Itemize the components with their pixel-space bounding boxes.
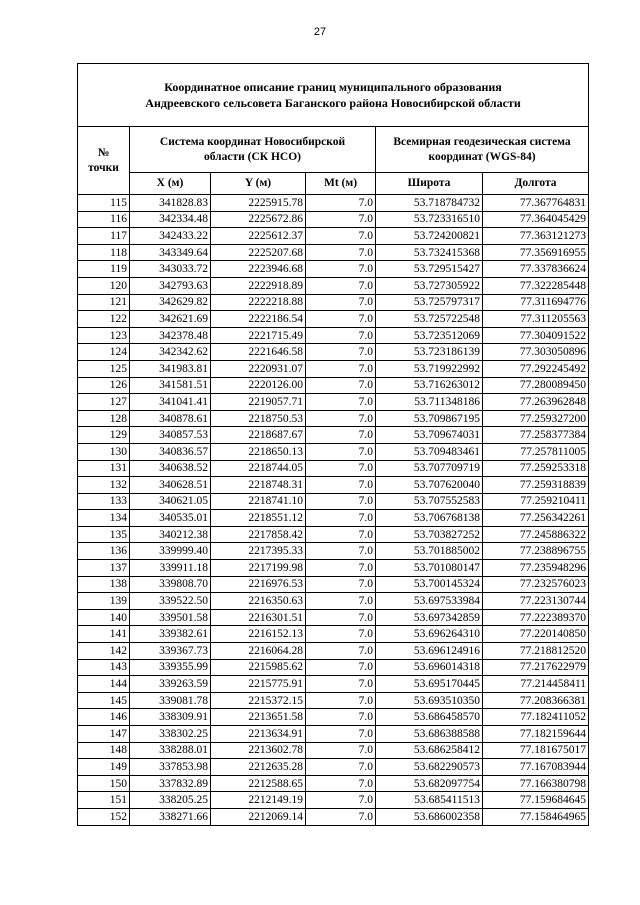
x-cell: 343349.64 [130,244,211,261]
y-cell: 2218741.10 [211,493,306,510]
point-number-header [78,127,130,195]
x-cell: 340857.53 [130,427,211,444]
latitude-cell: 53.711348186 [376,394,483,411]
x-cell: 339522.50 [130,593,211,610]
point-number-cell: 126 [78,377,130,394]
latitude-cell: 53.723316510 [376,211,483,228]
longitude-cell: 77.337836624 [483,261,589,278]
longitude-cell: 77.220140850 [483,626,589,643]
y-cell: 2225672.86 [211,211,306,228]
latitude-cell: 53.686258412 [376,742,483,759]
coordinates-table [77,63,589,826]
mt-cell: 7.0 [306,410,376,427]
point-number-cell: 133 [78,493,130,510]
y-cell: 2217858.42 [211,526,306,543]
x-cell: 338302.25 [130,726,211,743]
table-row [78,443,589,460]
table-row [78,311,589,328]
longitude-cell: 77.223130744 [483,593,589,610]
x-cell: 338288.01 [130,742,211,759]
mt-cell: 7.0 [306,609,376,626]
latitude-cell: 53.707620040 [376,477,483,494]
point-number-cell: 135 [78,526,130,543]
x-cell: 339081.78 [130,692,211,709]
x-column-header: X (м) [130,173,211,195]
mt-cell: 7.0 [306,526,376,543]
mt-column-header: Mt (м) [306,173,376,195]
table-row [78,394,589,411]
latitude-cell: 53.716263012 [376,377,483,394]
longitude-cell: 77.232576023 [483,576,589,593]
x-cell: 340621.05 [130,493,211,510]
table-row [78,742,589,759]
x-cell: 340836.57 [130,443,211,460]
x-cell: 339501.58 [130,609,211,626]
x-cell: 337853.98 [130,759,211,776]
point-number-cell: 145 [78,692,130,709]
latitude-cell: 53.723512069 [376,327,483,344]
table-row [78,327,589,344]
table-row [78,261,589,278]
point-number-cell: 115 [78,195,130,212]
latitude-cell: 53.696264310 [376,626,483,643]
y-cell: 2216152.13 [211,626,306,643]
table-row [78,493,589,510]
y-cell: 2222186.54 [211,311,306,328]
table-row [78,360,589,377]
y-cell: 2218650.13 [211,443,306,460]
y-cell: 2221646.58 [211,344,306,361]
point-number-cell: 138 [78,576,130,593]
latitude-cell: 53.701885002 [376,543,483,560]
x-cell: 340212.38 [130,526,211,543]
latitude-cell: 53.682097754 [376,775,483,792]
mt-cell: 7.0 [306,228,376,245]
mt-cell: 7.0 [306,676,376,693]
longitude-cell: 77.280089450 [483,377,589,394]
longitude-cell: 77.367764831 [483,195,589,212]
x-cell: 340628.51 [130,477,211,494]
title-line-1: Координатное описание границ муниципального образования [164,80,502,94]
point-number-cell: 150 [78,775,130,792]
latitude-cell: 53.706768138 [376,510,483,527]
longitude-cell: 77.256342261 [483,510,589,527]
table-row [78,659,589,676]
y-cell: 2225207.68 [211,244,306,261]
latitude-cell: 53.686388588 [376,726,483,743]
y-cell: 2217199.98 [211,560,306,577]
mt-cell: 7.0 [306,460,376,477]
longitude-cell: 77.217622979 [483,659,589,676]
point-number-header-line1: № [97,146,110,159]
mt-cell: 7.0 [306,593,376,610]
latitude-column-header: Широта [376,173,483,195]
point-number-cell: 142 [78,643,130,660]
latitude-cell: 53.701080147 [376,560,483,577]
table-row [78,759,589,776]
x-cell: 339808.70 [130,576,211,593]
latitude-cell: 53.707709719 [376,460,483,477]
x-cell: 340878.61 [130,410,211,427]
table-body [78,195,589,826]
x-cell: 343033.72 [130,261,211,278]
mt-cell: 7.0 [306,808,376,825]
table-row [78,344,589,361]
mt-cell: 7.0 [306,775,376,792]
mt-cell: 7.0 [306,759,376,776]
point-number-cell: 123 [78,327,130,344]
latitude-cell: 53.686458570 [376,709,483,726]
y-cell: 2216976.53 [211,576,306,593]
longitude-cell: 77.245886322 [483,526,589,543]
table-row [78,726,589,743]
y-cell: 2215985.62 [211,659,306,676]
x-cell: 339999.40 [130,543,211,560]
longitude-cell: 77.218812520 [483,643,589,660]
longitude-cell: 77.363121273 [483,228,589,245]
table-row [78,377,589,394]
wgs-system-header-line1: Всемирная геодезическая система [393,135,571,148]
y-cell: 2215372.15 [211,692,306,709]
x-cell: 341983.81 [130,360,211,377]
latitude-cell: 53.707552583 [376,493,483,510]
longitude-cell: 77.208366381 [483,692,589,709]
mt-cell: 7.0 [306,543,376,560]
x-cell: 338205.25 [130,792,211,809]
mt-cell: 7.0 [306,377,376,394]
latitude-cell: 53.709483461 [376,443,483,460]
x-cell: 341041.41 [130,394,211,411]
table-row [78,427,589,444]
mt-cell: 7.0 [306,692,376,709]
x-cell: 342793.63 [130,277,211,294]
longitude-cell: 77.222389370 [483,609,589,626]
y-cell: 2212588.65 [211,775,306,792]
table-row [78,593,589,610]
point-number-cell: 131 [78,460,130,477]
nso-system-header [130,127,376,173]
point-number-cell: 121 [78,294,130,311]
y-cell: 2223946.68 [211,261,306,278]
longitude-cell: 77.304091522 [483,327,589,344]
longitude-cell: 77.257811005 [483,443,589,460]
x-cell: 339911.18 [130,560,211,577]
mt-cell: 7.0 [306,659,376,676]
point-number-cell: 144 [78,676,130,693]
longitude-cell: 77.166380798 [483,775,589,792]
x-cell: 338309.91 [130,709,211,726]
table-row [78,195,589,212]
x-cell: 342334.48 [130,211,211,228]
point-number-cell: 118 [78,244,130,261]
point-number-cell: 116 [78,211,130,228]
mt-cell: 7.0 [306,360,376,377]
mt-cell: 7.0 [306,493,376,510]
latitude-cell: 53.723186139 [376,344,483,361]
longitude-cell: 77.322285448 [483,277,589,294]
table-row [78,709,589,726]
point-number-header-line2: точки [88,161,119,174]
longitude-cell: 77.259318839 [483,477,589,494]
mt-cell: 7.0 [306,244,376,261]
x-cell: 340535.01 [130,510,211,527]
table-row [78,294,589,311]
y-column-header: Y (м) [211,173,306,195]
longitude-cell: 77.259210411 [483,493,589,510]
longitude-cell: 77.259327200 [483,410,589,427]
mt-cell: 7.0 [306,394,376,411]
point-number-cell: 129 [78,427,130,444]
point-number-cell: 140 [78,609,130,626]
mt-cell: 7.0 [306,643,376,660]
mt-cell: 7.0 [306,709,376,726]
y-cell: 2217395.33 [211,543,306,560]
table-row [78,410,589,427]
point-number-cell: 120 [78,277,130,294]
x-cell: 342629.82 [130,294,211,311]
mt-cell: 7.0 [306,211,376,228]
point-number-cell: 119 [78,261,130,278]
latitude-cell: 53.727305922 [376,277,483,294]
table-row [78,228,589,245]
y-cell: 2220126.00 [211,377,306,394]
mt-cell: 7.0 [306,510,376,527]
mt-cell: 7.0 [306,792,376,809]
point-number-cell: 127 [78,394,130,411]
point-number-cell: 134 [78,510,130,527]
x-cell: 341828.83 [130,195,211,212]
longitude-cell: 77.356916955 [483,244,589,261]
y-cell: 2218750.53 [211,410,306,427]
point-number-cell: 139 [78,593,130,610]
x-cell: 339263.59 [130,676,211,693]
y-cell: 2213651.58 [211,709,306,726]
y-cell: 2225915.78 [211,195,306,212]
point-number-cell: 136 [78,543,130,560]
title-line-2: Андреевского сельсовета Баганского района Новосибирской области [145,96,521,110]
mt-cell: 7.0 [306,477,376,494]
y-cell: 2215775.91 [211,676,306,693]
mt-cell: 7.0 [306,443,376,460]
mt-cell: 7.0 [306,344,376,361]
latitude-cell: 53.696124916 [376,643,483,660]
longitude-cell: 77.259253318 [483,460,589,477]
x-cell: 339367.73 [130,643,211,660]
mt-cell: 7.0 [306,261,376,278]
table-row [78,244,589,261]
longitude-cell: 77.158464965 [483,808,589,825]
x-cell: 342433.22 [130,228,211,245]
y-cell: 2218744.05 [211,460,306,477]
latitude-cell: 53.685411513 [376,792,483,809]
latitude-cell: 53.695170445 [376,676,483,693]
y-cell: 2221715.49 [211,327,306,344]
table-row [78,775,589,792]
latitude-cell: 53.725797317 [376,294,483,311]
wgs-system-header-line2: координат (WGS-84) [428,150,536,163]
y-cell: 2225612.37 [211,228,306,245]
latitude-cell: 53.729515427 [376,261,483,278]
longitude-cell: 77.182159644 [483,726,589,743]
nso-system-header-line2: области (СК НСО) [203,150,302,163]
table-row [78,692,589,709]
mt-cell: 7.0 [306,427,376,444]
y-cell: 2216350.63 [211,593,306,610]
y-cell: 2222218.88 [211,294,306,311]
point-number-cell: 122 [78,311,130,328]
table-row [78,277,589,294]
latitude-cell: 53.719922992 [376,360,483,377]
latitude-cell: 53.697533984 [376,593,483,610]
mt-cell: 7.0 [306,277,376,294]
longitude-cell: 77.311694776 [483,294,589,311]
x-cell: 338271.66 [130,808,211,825]
x-cell: 340638.52 [130,460,211,477]
y-cell: 2218687.67 [211,427,306,444]
longitude-cell: 77.182411052 [483,709,589,726]
x-cell: 339355.99 [130,659,211,676]
point-number-cell: 132 [78,477,130,494]
nso-system-header-line1: Система координат Новосибирской [159,135,346,148]
y-cell: 2222918.89 [211,277,306,294]
y-cell: 2216301.51 [211,609,306,626]
longitude-cell: 77.364045429 [483,211,589,228]
table-row [78,576,589,593]
mt-cell: 7.0 [306,726,376,743]
longitude-cell: 77.263962848 [483,394,589,411]
y-cell: 2213602.78 [211,742,306,759]
table-row [78,526,589,543]
wgs-system-header [376,127,589,173]
table-row [78,676,589,693]
x-cell: 342342.62 [130,344,211,361]
y-cell: 2212635.28 [211,759,306,776]
y-cell: 2219057.71 [211,394,306,411]
mt-cell: 7.0 [306,742,376,759]
mt-cell: 7.0 [306,560,376,577]
point-number-cell: 147 [78,726,130,743]
longitude-cell: 77.159684645 [483,792,589,809]
point-number-cell: 117 [78,228,130,245]
point-number-cell: 151 [78,792,130,809]
mt-cell: 7.0 [306,294,376,311]
x-cell: 341581.51 [130,377,211,394]
latitude-cell: 53.682290573 [376,759,483,776]
y-cell: 2213634.91 [211,726,306,743]
latitude-cell: 53.700145324 [376,576,483,593]
table-row [78,460,589,477]
point-number-cell: 128 [78,410,130,427]
longitude-cell: 77.167083944 [483,759,589,776]
latitude-cell: 53.686002358 [376,808,483,825]
y-cell: 2212149.19 [211,792,306,809]
longitude-cell: 77.214458411 [483,676,589,693]
x-cell: 342378.48 [130,327,211,344]
table-row [78,808,589,825]
page-number: 27 [313,26,327,38]
mt-cell: 7.0 [306,626,376,643]
longitude-cell: 77.292245492 [483,360,589,377]
longitude-cell: 77.181675017 [483,742,589,759]
mt-cell: 7.0 [306,327,376,344]
document-title [78,64,589,127]
longitude-cell: 77.311205563 [483,311,589,328]
table-row [78,510,589,527]
y-cell: 2220931.07 [211,360,306,377]
y-cell: 2212069.14 [211,808,306,825]
table-row [78,543,589,560]
mt-cell: 7.0 [306,576,376,593]
table-row [78,643,589,660]
x-cell: 342621.69 [130,311,211,328]
x-cell: 339382.61 [130,626,211,643]
point-number-cell: 146 [78,709,130,726]
point-number-cell: 149 [78,759,130,776]
y-cell: 2218748.31 [211,477,306,494]
point-number-cell: 137 [78,560,130,577]
table-row [78,560,589,577]
latitude-cell: 53.709674031 [376,427,483,444]
longitude-cell: 77.235948296 [483,560,589,577]
latitude-cell: 53.697342859 [376,609,483,626]
longitude-cell: 77.238896755 [483,543,589,560]
longitude-cell: 77.258377384 [483,427,589,444]
y-cell: 2216064.28 [211,643,306,660]
latitude-cell: 53.724200821 [376,228,483,245]
mt-cell: 7.0 [306,195,376,212]
table-row [78,792,589,809]
mt-cell: 7.0 [306,311,376,328]
y-cell: 2218551.12 [211,510,306,527]
latitude-cell: 53.725722548 [376,311,483,328]
table-row [78,477,589,494]
table-row [78,609,589,626]
longitude-column-header: Долгота [483,173,589,195]
longitude-cell: 77.303050896 [483,344,589,361]
point-number-cell: 141 [78,626,130,643]
point-number-cell: 124 [78,344,130,361]
latitude-cell: 53.693510350 [376,692,483,709]
latitude-cell: 53.732415368 [376,244,483,261]
table-row [78,211,589,228]
point-number-cell: 130 [78,443,130,460]
point-number-cell: 143 [78,659,130,676]
point-number-cell: 148 [78,742,130,759]
point-number-cell: 152 [78,808,130,825]
latitude-cell: 53.696014318 [376,659,483,676]
latitude-cell: 53.703827252 [376,526,483,543]
latitude-cell: 53.718784732 [376,195,483,212]
latitude-cell: 53.709867195 [376,410,483,427]
point-number-cell: 125 [78,360,130,377]
table-row [78,626,589,643]
x-cell: 337832.89 [130,775,211,792]
